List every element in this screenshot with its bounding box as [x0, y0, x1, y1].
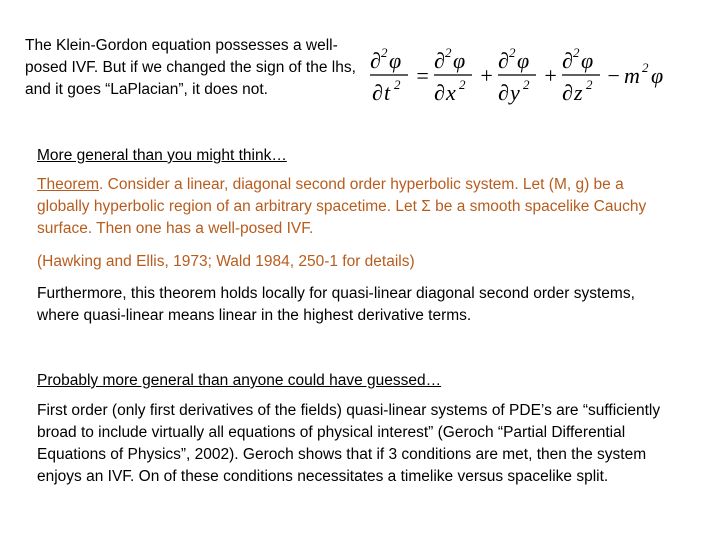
partial-symbol: ∂: [370, 48, 381, 73]
variable-y: y: [510, 80, 520, 105]
furthermore-paragraph: Furthermore, this theorem holds locally for quasi-linear diagonal second order systems, where quasi-linear means linear in the highest derivative terms.: [37, 285, 635, 324]
exponent: 2: [381, 45, 388, 60]
term-time: [370, 45, 408, 105]
term-y: [498, 45, 536, 105]
exponent: 2: [586, 77, 593, 92]
exponent: 2: [445, 45, 452, 60]
phi-symbol: φ: [389, 48, 402, 73]
equals-sign: =: [415, 63, 430, 88]
phi-symbol: φ: [453, 48, 466, 73]
partial-symbol: ∂: [562, 80, 573, 105]
plus-sign: +: [543, 63, 558, 88]
partial-symbol: ∂: [434, 80, 445, 105]
variable-z: z: [574, 80, 583, 105]
intro-paragraph: The Klein-Gordon equation possesses a well-posed IVF. But if we changed the sign of the lhs, and it goes “LaPlacian”, it does not.: [25, 37, 356, 98]
partial-symbol: ∂: [372, 80, 383, 105]
equation-graphic: [368, 40, 673, 112]
partial-symbol: ∂: [562, 48, 573, 73]
theorem-label: Theorem: [37, 176, 100, 193]
citation: (Hawking and Ellis, 1973; Wald 1984, 250-1 for details): [37, 253, 415, 270]
partial-symbol: ∂: [498, 80, 509, 105]
variable-m: m: [624, 63, 640, 88]
phi-symbol: φ: [581, 48, 594, 73]
term-x: [434, 45, 472, 105]
section2-heading: Probably more general than anyone could have guessed…: [37, 372, 442, 389]
phi-symbol: φ: [651, 63, 664, 88]
plus-sign: +: [479, 63, 494, 88]
exponent: 2: [509, 45, 516, 60]
phi-symbol: φ: [517, 48, 530, 73]
exponent: 2: [523, 77, 530, 92]
mass-term: [624, 60, 663, 88]
exponent: 2: [394, 77, 401, 92]
klein-gordon-equation: [368, 40, 673, 112]
partial-symbol: ∂: [498, 48, 509, 73]
minus-sign: −: [606, 63, 621, 88]
variable-x: x: [446, 80, 456, 105]
exponent: 2: [459, 77, 466, 92]
theorem-paragraph: [37, 174, 677, 240]
term-z: [562, 45, 600, 105]
exponent: 2: [573, 45, 580, 60]
theorem-text: . Consider a linear, diagonal second order hyperbolic system. Let (M, g) be a globally hyperbolic region of an arbitrary spacetime. Let Σ be a smooth spacelike Cauchy surface. Then one has a well-posed IVF.: [37, 176, 647, 237]
exponent: 2: [642, 60, 649, 75]
section1-heading: More general than you might think…: [37, 147, 287, 164]
partial-symbol: ∂: [434, 48, 445, 73]
section2-body: First order (only first derivatives of the fields) quasi-linear systems of PDE’s are “sufficiently broad to include virtually all equations of physical interest” (Geroch “Partial Differential Equations of Physics”, 2002). Geroch shows that if 3 conditions are met, then the system enjoys an IVF. On of these conditions necessitates a timelike versus spacelike split.: [37, 402, 661, 485]
variable-t: t: [384, 80, 391, 105]
